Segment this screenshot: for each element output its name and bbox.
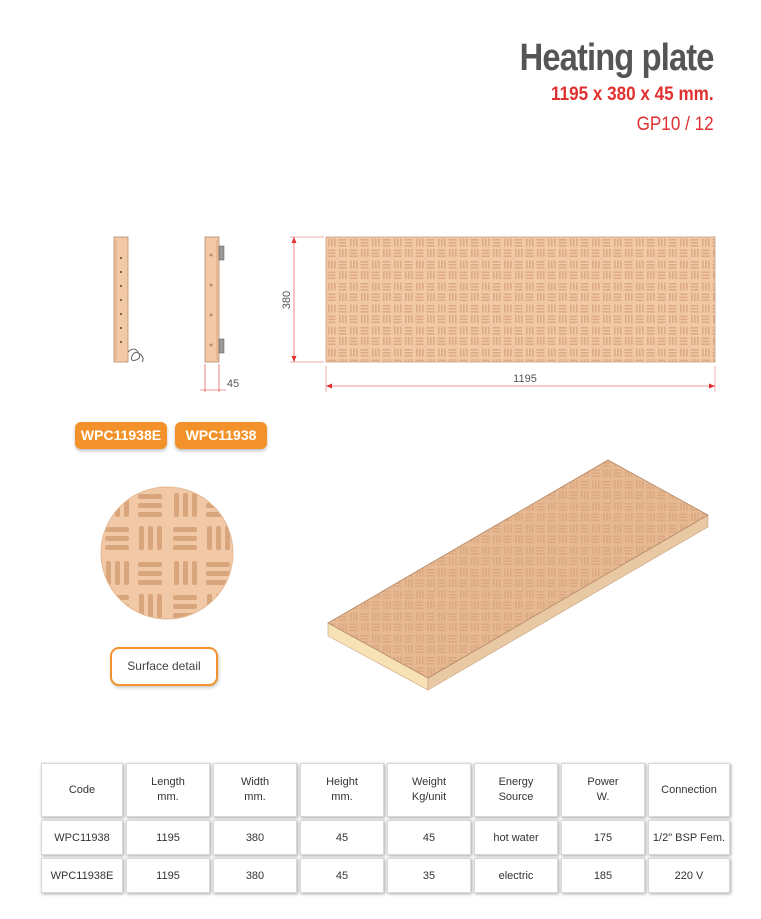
cell-connection: 220 V: [648, 858, 730, 893]
dimensions-subtitle: 1195 x 380 x 45 mm.: [551, 84, 714, 105]
table-header-row: [41, 763, 730, 817]
header-energy-source: Energy Source: [474, 763, 558, 817]
front-view: [281, 237, 715, 392]
table-row: [41, 820, 730, 855]
table-row: [41, 858, 730, 893]
cell-code: WPC11938E: [41, 858, 123, 893]
cell-connection: 1/2" BSP Fem.: [648, 820, 730, 855]
cell-length: 1195: [126, 820, 210, 855]
side-view-water: [200, 237, 239, 392]
header-length: Length mm.: [126, 763, 210, 817]
isometric-plate: [328, 460, 708, 690]
header-power: Power W.: [561, 763, 645, 817]
spec-table: [38, 760, 733, 896]
surface-detail-circle: [95, 482, 245, 632]
cell-code: WPC11938: [41, 820, 123, 855]
header-weight: Weight Kg/unit: [387, 763, 471, 817]
cell-energy-source: hot water: [474, 820, 558, 855]
model-code: GP10 / 12: [636, 114, 714, 135]
code-button-electric[interactable]: WPC11938E: [75, 422, 167, 449]
header-width: Width mm.: [213, 763, 297, 817]
cell-length: 1195: [126, 858, 210, 893]
cell-energy-source: electric: [474, 858, 558, 893]
cell-weight: 45: [387, 820, 471, 855]
header-connection: Connection: [648, 763, 730, 817]
dim-thickness: 45: [226, 378, 240, 390]
dim-length: 1195: [513, 373, 537, 385]
cell-width: 380: [213, 858, 297, 893]
cell-width: 380: [213, 820, 297, 855]
side-view-electric: [114, 237, 143, 362]
cell-height: 45: [300, 820, 384, 855]
code-button-water[interactable]: WPC11938: [175, 422, 267, 449]
page-title: Heating plate: [519, 37, 714, 79]
cell-weight: 35: [387, 858, 471, 893]
dim-height: 380: [281, 290, 293, 310]
cell-height: 45: [300, 858, 384, 893]
cell-power: 185: [561, 858, 645, 893]
header-code: Code: [41, 763, 123, 817]
header-height: Height mm.: [300, 763, 384, 817]
cell-power: 175: [561, 820, 645, 855]
surface-detail-label: Surface detail: [110, 647, 218, 686]
